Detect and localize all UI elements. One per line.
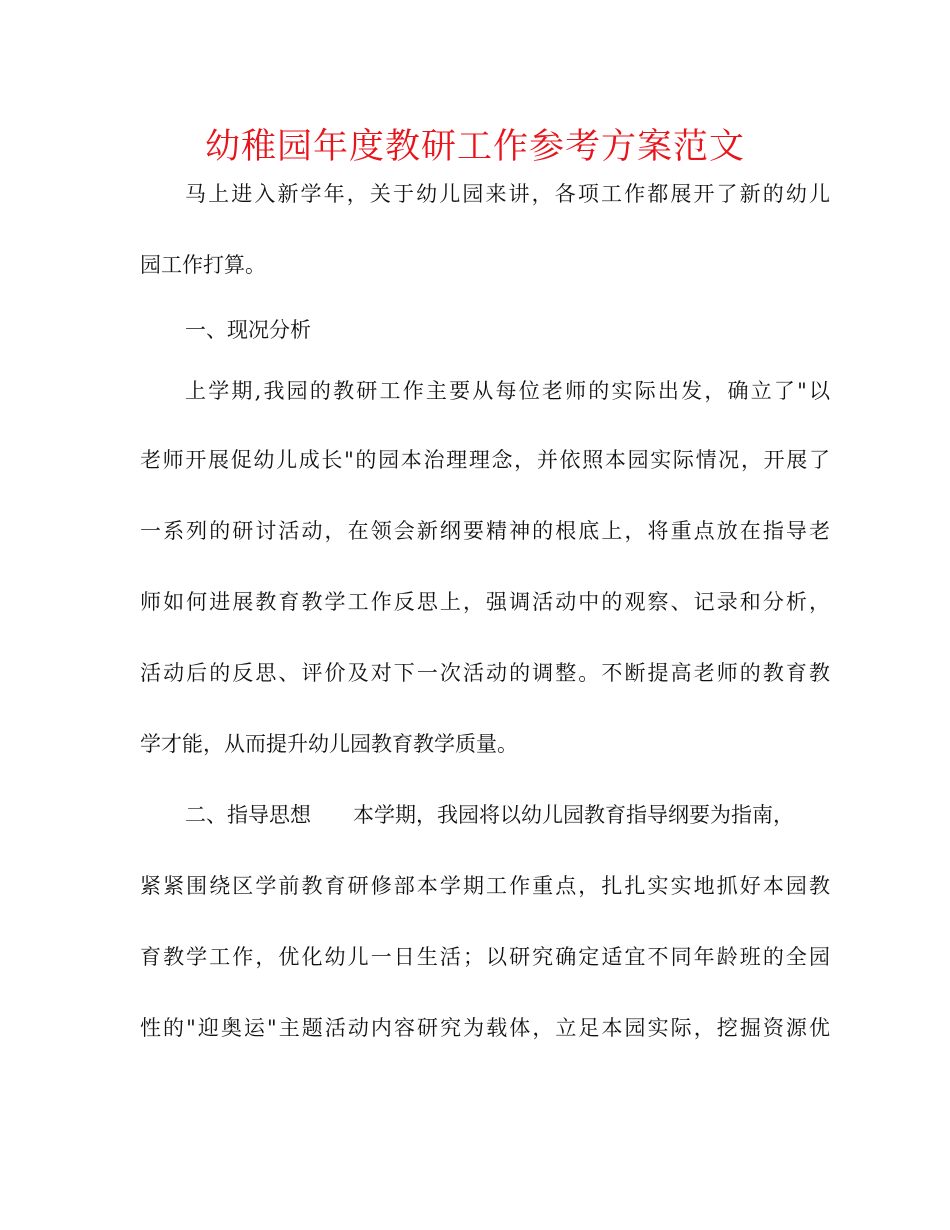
paragraph-line: 上学期,我园的教研工作主要从每位老师的实际出发，确立了"以 [185,379,830,403]
section-heading: 二、指导思想 [185,803,311,827]
paragraph-line: 育教学工作，优化幼儿一日生活；以研究确定适宜不同年龄班的全园 [140,945,830,969]
section-heading: 一、现况分析 [185,318,311,342]
paragraph-line: 师如何进展教育教学工作反思上，强调活动中的观察、记录和分析， [140,590,830,614]
paragraph-line: 老师开展促幼儿成长"的园本治理理念，并依照本园实际情况，开展了 [140,448,830,472]
paragraph-line: 活动后的反思、评价及对下一次活动的调整。不断提高老师的教育教 [140,661,830,685]
paragraph-line: 学才能，从而提升幼儿园教育教学质量。 [140,732,518,756]
paragraph-line: 马上进入新学年，关于幼儿园来讲，各项工作都展开了新的幼儿 [185,182,830,206]
paragraph-line: 紧紧围绕区学前教育研修部本学期工作重点，扎扎实实地抓好本园教 [140,874,830,898]
document-title: 幼稚园年度教研工作参考方案范文 [204,127,745,167]
paragraph-text: 本学期，我园将以幼儿园教育指导纲要为指南， [353,803,794,827]
paragraph-line: 一系列的研讨活动，在领会新纲要精神的根底上，将重点放在指导老 [140,519,830,543]
paragraph-line: 园工作打算。 [140,253,266,277]
paragraph-line: 性的"迎奥运"主题活动内容研究为载体，立足本园实际，挖掘资源优 [140,1016,830,1040]
section-line [185,795,830,835]
